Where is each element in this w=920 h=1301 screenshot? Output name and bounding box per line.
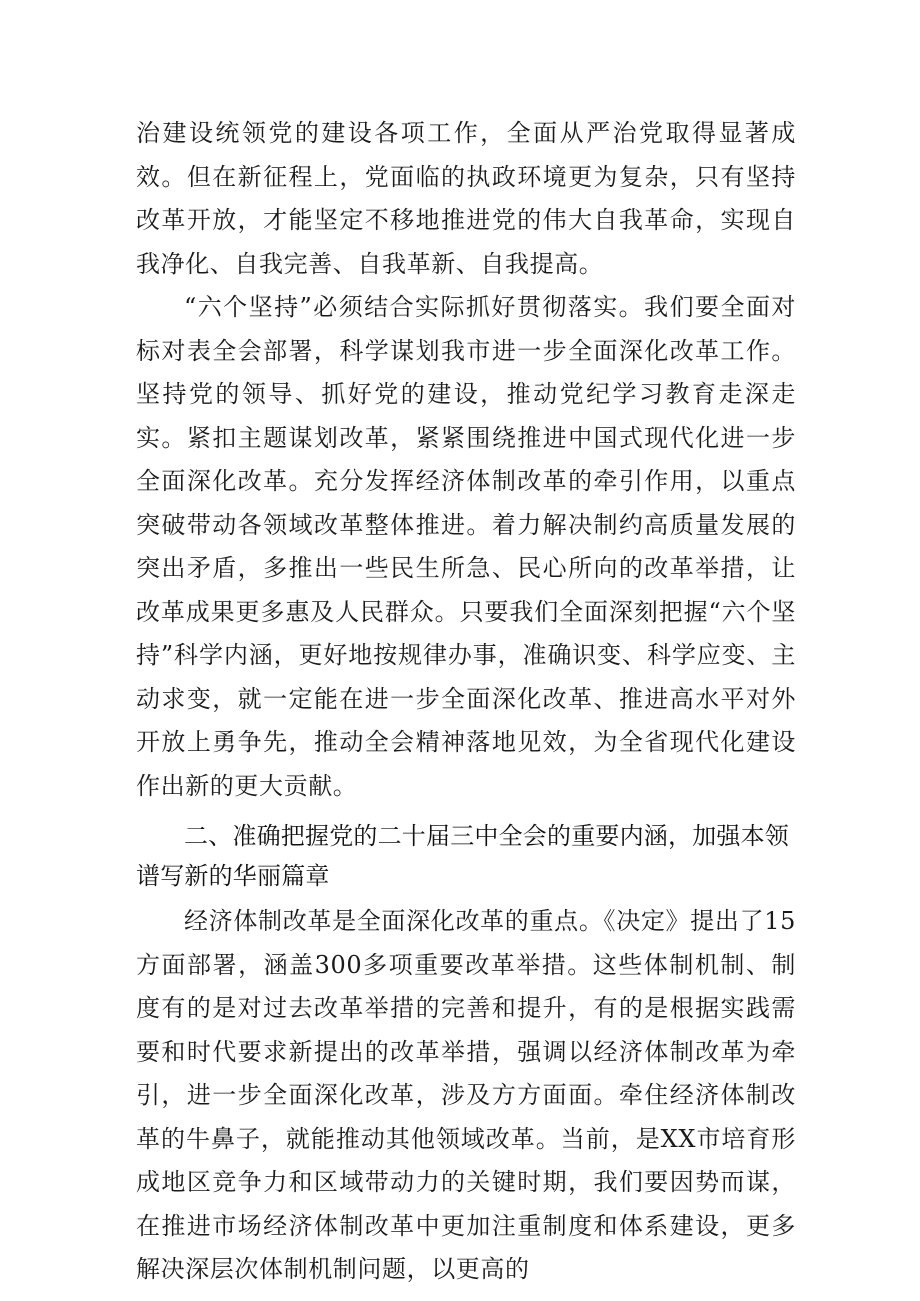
section-heading: 二、准确把握党的二十届三中全会的重要内涵，加强本领谱写新的华丽篇章 xyxy=(136,822,789,890)
paragraph-economic-reform: 经济体制改革是全面深化改革的重点。《决定》提出了15方面部署，涵盖300多项重要改革举措。这些体制机制、制度有的是对过去改革举措的完善和提升，有的是根据实践需要和时代要求新提出的改革举措，强调以经济体制改革为牵引，进一步全面深化改革，涉及方方面面。牵住经济体制改革的牛鼻子，就能推动其他领域改革。当前，是XX市培育形成地区竞争力和区域带动力的关键时期，我们要因势而谋，在推进市场经济体制改革中更加注重制度和体系建设，更多解决深层次体制机制问题，以更高的 xyxy=(136,907,796,1283)
document-page xyxy=(136,112,796,1292)
paragraph-six-adherences: “六个坚持”必须结合实际抓好贯彻落实。我们要全面对标对表全会部署，科学谋划我市进一步全面深化改革工作。坚持党的领导、抓好党的建设，推动党纪学习教育走深走实。紧扣主题谋划改革，紧紧围绕推进中国式现代化进一步全面深化改革。充分发挥经济体制改革的牵引作用，以重点突破带动各领域改革整体推进。着力解决制约高质量发展的突出矛盾，多推出一些民生所急、民心所向的改革举措，让改革成果更多惠及人民群众。只要我们全面深刻把握“六个坚持”科学内涵，更好地按规律办事，准确识变、科学应变、主动求变，就一定能在进一步全面深化改革、推进高水平对外开放上勇争先，推动全会精神落地见效，为全省现代化建设作出新的更大贡献。 xyxy=(136,293,796,800)
paragraph-continuation: 治建设统领党的建设各项工作，全面从严治党取得显著成效。但在新征程上，党面临的执政环境更为复杂，只有坚持改革开放，才能坚定不移地推进党的伟大自我革命，实现自我净化、自我完善、自我革新、自我提高。 xyxy=(136,119,796,278)
